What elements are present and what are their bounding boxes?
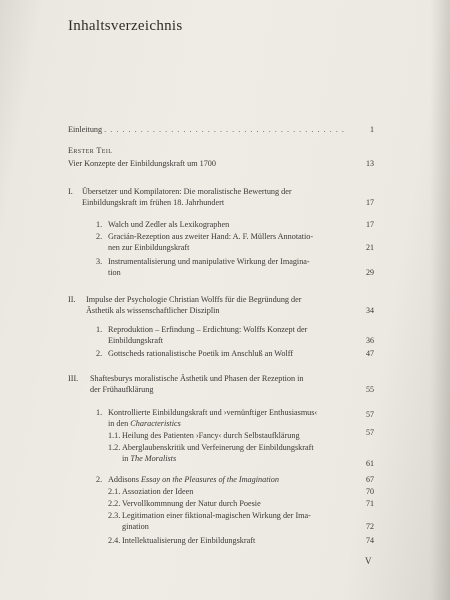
subsection-number: 2.1. [108,487,121,496]
toc-section-3-1 [96,407,372,429]
toc-section-1-3 [96,256,372,278]
chapter-title-line1: Shaftesburys moralistische Ästhetik und Phasen der Rezeption in [90,374,304,383]
section-number: 3. [96,257,103,266]
subsection-title: Intellektualisierung der Einbildungskraft [122,536,256,545]
toc-section-3-2 [96,474,372,485]
subsection-title-line1: Aberglaubenskritik und Verfeinerung der Einbildungskraft [122,443,314,452]
page-number: 29 [366,268,374,277]
section-number: 1. [96,220,103,229]
toc-section-2-1 [96,324,372,346]
subsection-title-line1: Legitimation einer fiktional-magischen Wirkung der Ima- [122,511,311,520]
page-number: 57 [366,410,374,419]
chapter-title-line2: Ästhetik als wissenschaftlicher Disziplin [86,306,220,316]
subsection-title: Heilung des Patienten ›Fancy‹ durch Selbstaufklärung [122,431,300,440]
page-number: 72 [366,522,374,531]
toc-chapter-2 [68,294,368,316]
section-number: 1. [96,408,103,417]
section-title-line1: Reproduktion – Erfindung – Erdichtung: Wolffs Konzept der [108,325,308,334]
page-number: 13 [366,159,374,168]
subsection-title: Assoziation der Ideen [122,487,194,496]
section-number: 2. [96,475,103,484]
page-number: 61 [366,459,374,468]
chapter-title-line1: Übersetzer und Kompilatoren: Die moralistische Bewertung der [82,187,292,196]
page-number: 70 [366,487,374,496]
page-number: 17 [366,220,374,229]
section-number: 2. [96,232,103,241]
chapter-number: II. [68,295,76,304]
subsection-title-line2: in The Moralists [122,454,177,464]
page-number: 34 [366,306,374,315]
subsection-number: 1.1. [108,431,121,440]
page-title: Inhaltsverzeichnis [68,18,183,34]
toc-section-1-2 [96,231,372,253]
chapter-title-line2: der Frühaufklärung [90,385,154,395]
page-number: 55 [366,385,374,394]
section-title-line1: Kontrollierte Einbildungskraft und ›vernünftiger Enthusiasmus‹ [108,408,318,417]
section-title-line2: in den Characteristics [108,419,181,429]
section-title-line2: Einbildungskraft [108,336,164,346]
toc-subsection-3-1-2 [108,442,370,464]
toc-subsection-3-2-3 [108,510,370,532]
subsection-title: Vervollkommnung der Natur durch Poesie [122,499,261,508]
section-title: Walch und Zedler als Lexikographen [108,220,230,229]
subsection-number: 2.3. [108,511,121,520]
toc-subsection-3-1-1 [108,430,370,441]
part-title: Vier Konzepte der Einbildungskraft um 1700 [68,159,216,168]
subsection-number: 2.4. [108,536,121,545]
toc-entry-einleitung [68,124,368,135]
page-number: 57 [366,428,374,437]
chapter-number: III. [68,374,79,383]
page-number: 74 [366,536,374,545]
subsection-number: 2.2. [108,499,121,508]
subsection-number: 1.2. [108,443,121,452]
subsection-title-line2: gination [122,522,149,532]
toc-chapter-1 [68,186,368,208]
toc-entry-text: Einleitung . . . . . . . . . . . . . . . . . . . . . . . . . . . . . . . . . . . . . . . . [68,125,345,134]
page-number: 67 [366,475,374,484]
part-label: Erster Teil [68,146,113,155]
toc-subsection-3-2-2 [108,498,370,509]
toc-subsection-3-2-4 [108,535,370,546]
page-number: 17 [366,198,374,207]
section-title-line2: nen zur Einbildungskraft [108,243,190,253]
section-title: Addisons Essay on the Pleasures of the Imagination [108,475,279,484]
section-number: 2. [96,349,103,358]
chapter-title-line2: Einbildungskraft im frühen 18. Jahrhundert [82,198,225,208]
section-title: Gottscheds rationalistische Poetik im Anschluß an Wolff [108,349,294,358]
chapter-number: I. [68,187,73,196]
section-title-line1: Instrumentalisierung und manipulative Wirkung der Imagina- [108,257,310,266]
toc-section-2-2 [96,348,372,359]
toc-subsection-3-2-1 [108,486,370,497]
section-title-line2: tion [108,268,121,278]
page-number: 21 [366,243,374,252]
page-edge-shadow [430,0,450,600]
page-folio: V [365,556,372,566]
page-number: 1 [370,125,374,134]
page-number: 71 [366,499,374,508]
chapter-title-line1: Impulse der Psychologie Christian Wolffs für die Begründung der [86,295,302,304]
toc-section-1-1 [96,219,346,230]
section-title-line1: Gracián-Rezeption aus zweiter Hand: A. F. Müllers Annotatio- [108,232,314,241]
toc-chapter-3 [68,373,368,395]
page-number: 36 [366,336,374,345]
page-number: 47 [366,349,374,358]
section-number: 1. [96,325,103,334]
